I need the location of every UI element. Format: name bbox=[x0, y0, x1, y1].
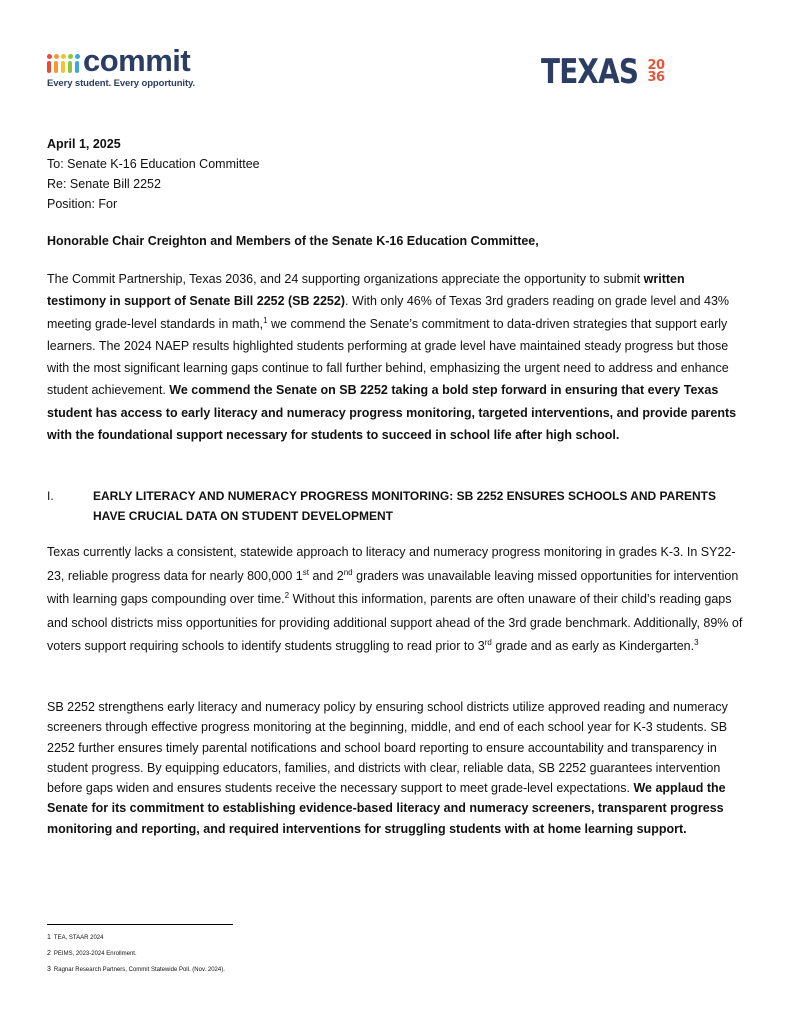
footnote-number: 2 bbox=[47, 950, 51, 957]
s1p1-text-1: Texas currently lacks a consistent, statewide approach to literacy and numeracy progress monitoring in grades K-3. In SY22-23, reliable progress data for nearly 800,000 1 bbox=[47, 545, 736, 583]
section-paragraph-1 bbox=[47, 541, 747, 659]
s1p1-text-3: graders was unavailable leaving missed opportunities for intervention with learning gaps compounding over time. bbox=[47, 568, 739, 606]
footnote-item bbox=[47, 962, 225, 978]
commit-wordmark: commit bbox=[83, 43, 191, 78]
texas-year-top: 20 bbox=[647, 58, 665, 73]
intro-paragraph bbox=[47, 268, 747, 446]
logo-bar bbox=[75, 61, 79, 73]
logo-bar bbox=[47, 61, 51, 73]
footnote-number: 1 bbox=[47, 934, 51, 941]
memo-header bbox=[47, 134, 260, 214]
footnote-ref-3: 3 bbox=[694, 637, 699, 647]
commit-logo bbox=[47, 43, 207, 94]
footnote-ref-1: 1 bbox=[263, 315, 268, 325]
memo-re: Re: Senate Bill 2252 bbox=[47, 177, 161, 191]
footnotes bbox=[47, 930, 225, 978]
section-heading bbox=[47, 486, 747, 526]
intro-text-2: . With only 46% of Texas 3rd graders reading on grade level and 43% meeting grade-level standards in math, bbox=[47, 294, 730, 331]
footnote-text: TEA, STAAR 2024 bbox=[53, 935, 104, 941]
logo-bar bbox=[61, 61, 65, 73]
s1p1-text-5: grade and as early as Kindergarten. bbox=[491, 639, 695, 653]
intro-bold-2: We commend the Senate on SB 2252 taking a bold step forward in ensuring that every Texas student has access to early literacy and numeracy progress monitoring, targeted interventions, and provide parents with the foundational support necessary for students to succeed in school life after high school. bbox=[47, 383, 737, 443]
texas-wordmark: TEXAS bbox=[541, 52, 639, 92]
s1p1-text-4: Without this information, parents are often unaware of their child’s reading gaps and school districts miss opportunities for providing additional support ahead of the 3rd grade benchmark. Additionally, 89% of voters support requiring schools to identify students struggling to read prior to 3 bbox=[47, 592, 743, 653]
texas-2036-logo bbox=[541, 50, 665, 94]
footnote-item bbox=[47, 930, 225, 946]
footnote-number: 3 bbox=[47, 966, 51, 973]
s1p2-bold-1: We applaud the Senate for its commitment to establishing evidence-based literacy and numeracy screeners, transparent progress monitoring and reporting, and required interventions for struggling students with at home learning support. bbox=[47, 781, 726, 836]
section-number: I. bbox=[47, 489, 54, 503]
salutation: Honorable Chair Creighton and Members of the Senate K-16 Education Committee, bbox=[47, 234, 539, 248]
footnote-ref-2: 2 bbox=[284, 590, 290, 600]
memo-date: April 1, 2025 bbox=[47, 137, 121, 151]
intro-text-1: The Commit Partnership, Texas 2036, and 24 supporting organizations appreciate the opportunity to submit bbox=[47, 272, 644, 286]
ordinal-st: st bbox=[302, 567, 309, 577]
s1p1-text-2: and 2 bbox=[308, 568, 344, 583]
logo-bar bbox=[68, 61, 72, 73]
memo-position: Position: For bbox=[47, 197, 118, 211]
footnote-text: Ragnar Research Partners, Commit Statewide Poll. (Nov. 2024). bbox=[53, 967, 225, 973]
footnote-divider bbox=[47, 924, 233, 925]
commit-tagline: Every student. Every opportunity. bbox=[47, 78, 196, 89]
intro-bold-1: written testimony in support of Senate Bill 2252 (SB 2252) bbox=[47, 272, 685, 309]
texas-year-bottom: 36 bbox=[647, 70, 665, 85]
section-title: EARLY LITERACY AND NUMERACY PROGRESS MONITORING: SB 2252 ENSURES SCHOOLS AND PARENTS HAVE CRUCIAL DATA ON STUDENT DEVELOPMENT bbox=[93, 489, 716, 523]
section-paragraph-2 bbox=[47, 697, 747, 839]
ordinal-rd: rd bbox=[484, 637, 492, 647]
commit-logo-bars bbox=[47, 47, 79, 76]
intro-text-3: we commend the Senate’s commitment to data-driven strategies that support early learners. The 2024 NAEP results highlighted students performing at grade level have maintained steady progress but those with the most significant learning gaps continue to fall further behind, emphasizing the urgent need to address and enhance student achievement. bbox=[47, 316, 729, 398]
memo-to: To: Senate K-16 Education Committee bbox=[47, 157, 260, 171]
footnote-text: PEIMS, 2023-2024 Enrollment. bbox=[53, 951, 137, 957]
footnote-item bbox=[47, 946, 225, 962]
s1p2-text-1: SB 2252 strengthens early literacy and numeracy policy by ensuring school districts utilize approved reading and numeracy screeners through effective progress monitoring at the beginning, middle, and end of each school year for K-3 students. SB 2252 further ensures timely parental notifications and school board reporting to ensure accountability and transparency in student progress. By equipping educators, families, and districts with clear, reliable data, SB 2252 guarantees intervention before gaps widen and ensures students receive the necessary support to meet grade-level expectations. bbox=[47, 700, 728, 796]
texas-year-mark bbox=[647, 60, 664, 84]
ordinal-nd: nd bbox=[343, 567, 353, 577]
logo-bar bbox=[54, 61, 58, 73]
